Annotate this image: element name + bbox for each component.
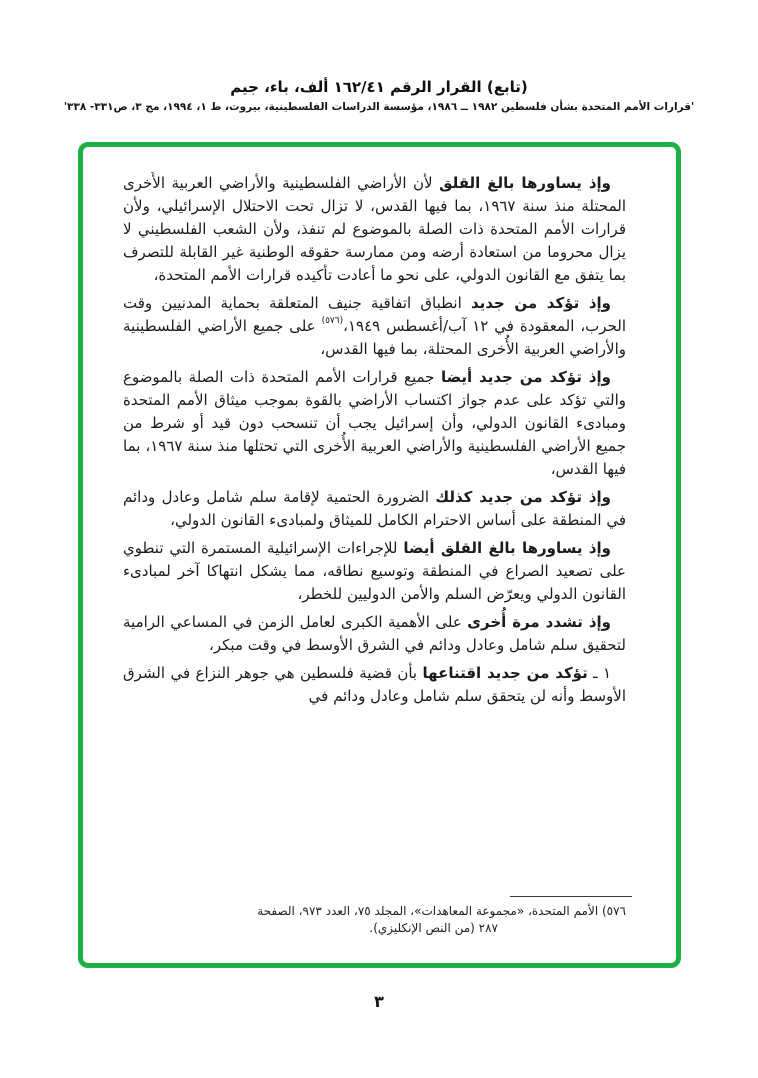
paragraph-text: على جميع الأراضي الفلسطينية والأراضي العربية الأُخرى المحتلة، بما فيها القدس، <box>123 317 626 358</box>
preamble-paragraph <box>123 292 626 361</box>
paragraph-text: جميع قرارات الأمم المتحدة ذات الصلة بالموضوع والتي تؤكد على عدم جواز اكتساب الأراضي بالقوة بموجب ميثاق الأمم المتحدة ومبادىء القانون الدولي، وأن إسرائيل يجب أن تنسحب دون قيد أو شرط من جميع الأراضي الفلسطينية والأراضي العربية الأُخرى التي تحتلها منذ سنة ١٩٦٧، بما فيها القدس، <box>123 368 626 478</box>
preamble-paragraph <box>123 172 626 287</box>
paragraph-text: للإجراءات الإسرائيلية المستمرة التي تنطوي على تصعيد الصراع في المنطقة وتوسيع نطاقه، مما يشكل انتهاكا آخر لمبادىء القانون الدولي ويعرّض السلم والأمن الدوليين للخطر، <box>123 539 626 603</box>
paragraph-lead: وإذ يساورها بالغ القلق أيضا <box>403 539 611 557</box>
source-citation: 'قرارات الأمم المتحدة بشأن فلسطين ١٩٨٢ ــ ١٩٨٦، مؤسسة الدراسات الفلسطينية، بيروت، ط ١، ١٩٩٤، مج ٣، ص٣٣١- ٣٣٨' <box>63 101 695 113</box>
paragraph-lead: وإذ تؤكد من جديد <box>470 294 612 312</box>
paragraph-text: بأن قضية فلسطين هي جوهر النزاع في الشرق الأوسط وأنه لن يتحقق سلم شامل وعادل ودائم في <box>123 664 626 705</box>
paragraph-lead: وإذ تؤكد من جديد أيضا <box>440 368 611 386</box>
page-number: ٣ <box>374 992 384 1011</box>
paragraph-text: لأن الأراضي الفلسطينية والأراضي العربية الأُخرى المحتلة منذ سنة ١٩٦٧، بما فيها القدس، لا تزال تحت الاحتلال الإسرائيلي، ولأن قرارات الأمم المتحدة ذات الصلة بالموضوع لم تنفذ، ولأن الشعب الفلسطيني لا يزال محروما من استعادة أرضه ومن ممارسة حقوقه الوطنية غير القابلة للتصرف بما يتفق مع القانون الدولي، على نحو ما أعادت تأكيده قرارات الأمم المتحدة، <box>123 174 626 284</box>
paragraph-text: انطباق اتفاقية جنيف المتعلقة بحماية المدنيين وقت الحرب، المعقودة في ١٢ آب/أغسطس ١٩٤٩، <box>123 294 626 335</box>
green-highlight-frame <box>78 142 681 968</box>
footnote-576 <box>123 896 626 937</box>
paragraph-lead: وإذ يساورها بالغ القلق <box>439 174 611 192</box>
page-header <box>0 78 758 113</box>
resolution-title: (تابع) القرار الرقم ١٦٢/٤١ ألف، باء، جيم <box>230 78 528 96</box>
paragraph-lead: تؤكد من جديد اقتناعها <box>422 664 588 682</box>
footnote-divider <box>510 896 632 897</box>
preamble-paragraph <box>123 486 626 532</box>
operative-paragraph-1 <box>123 662 626 708</box>
paragraph-text: على الأهمية الكبرى لعامل الزمن في المساعي الرامية لتحقيق سلم شامل وعادل ودائم في الشرق الأوسط في وقت مبكر، <box>123 613 626 654</box>
paragraph-text: الضرورة الحتمية لإقامة سلم شامل وعادل ودائم في المنطقة على أساس الاحترام الكامل للميثاق ولمبادىء القانون الدولي، <box>123 488 626 529</box>
preamble-paragraph <box>123 611 626 657</box>
preamble-paragraph <box>123 366 626 481</box>
footnote-text-line1: ٥٧٦) الأمم المتحدة، «مجموعة المعاهدات»، المجلد ٧٥، العدد ٩٧٣، الصفحة <box>257 904 626 918</box>
paragraph-lead: وإذ تؤكد من جديد كذلك <box>435 488 611 506</box>
paragraph-lead: وإذ تشدد مرة أُخرى <box>467 613 611 631</box>
footnote-reference-576: (٥٧٦) <box>321 316 344 326</box>
preamble-paragraph <box>123 537 626 606</box>
footnote-text-line2: ٢٨٧ (من النص الإنكليزي). <box>369 921 498 935</box>
paragraph-number: ١ ـ <box>587 664 612 682</box>
resolution-body-text <box>123 172 626 871</box>
